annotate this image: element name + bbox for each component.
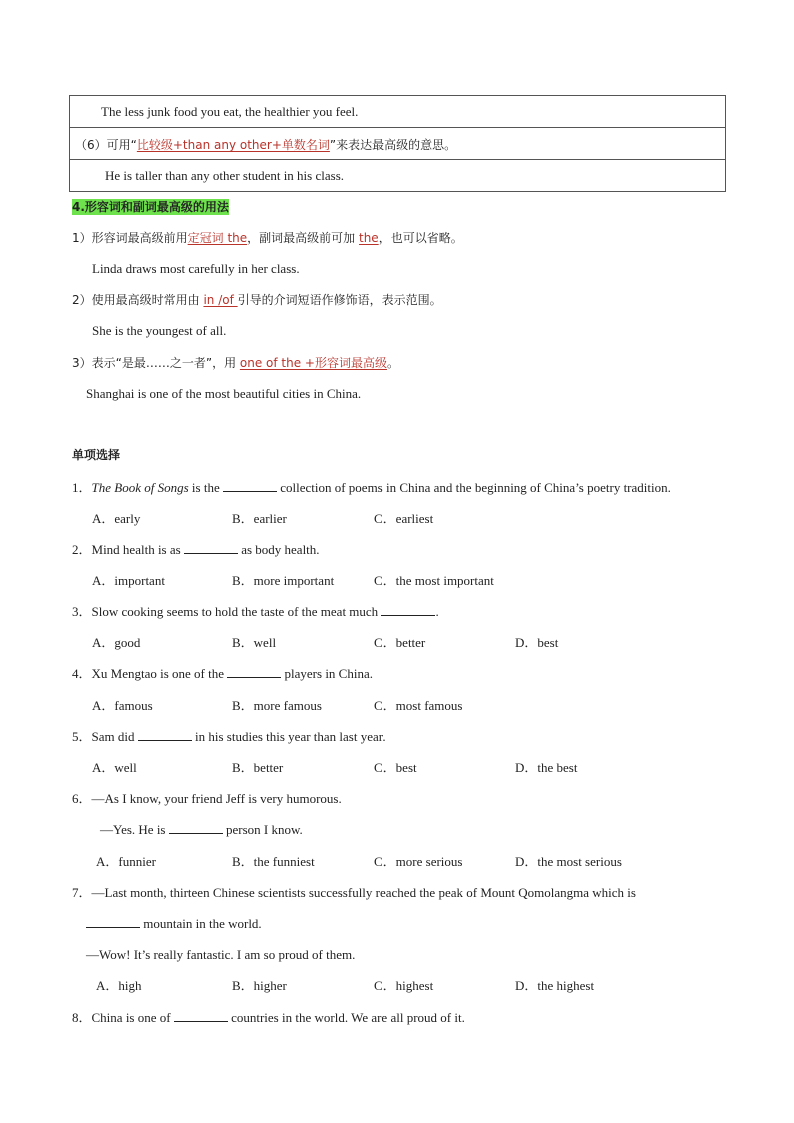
option-c[interactable]: C．best: [374, 760, 417, 775]
option-d[interactable]: D．best: [515, 635, 559, 650]
question-5: [72, 729, 386, 745]
option-a[interactable]: A．early: [92, 511, 141, 526]
question-number: 2．: [72, 542, 92, 557]
option-d[interactable]: D．the highest: [515, 978, 595, 993]
rule-text-post: ”来表达最高级的意思。: [329, 138, 457, 152]
option-d[interactable]: D．the best: [515, 760, 578, 775]
example-sentence: He is taller than any other student in his class.: [105, 168, 345, 183]
option-b[interactable]: B．more important: [232, 573, 335, 588]
rule-3: [72, 355, 399, 371]
section-heading: 4.形容词和副词最高级的用法: [72, 200, 229, 214]
question-text: —Last month, thirteen Chinese scientists successfully reached the peak of Mount Qomolangma which is: [91, 885, 636, 900]
example-sentence: Linda draws most carefully in her class.: [92, 261, 300, 276]
option-d[interactable]: D．the most serious: [515, 854, 622, 869]
answer-blank[interactable]: [174, 1010, 228, 1022]
option-c[interactable]: C．earliest: [374, 511, 434, 526]
question-text: Mind health is as: [91, 542, 184, 557]
book-title: The Book of Songs: [91, 480, 189, 495]
question-6-reply: [100, 822, 303, 838]
example-sentence: Shanghai is one of the most beautiful cities in China.: [86, 386, 362, 401]
rule-text-pre: （6）可用“: [75, 138, 137, 152]
rule-1-mid: ，副词最高级前可加: [247, 231, 359, 245]
question-text: Xu Mengtao is one of the: [91, 666, 228, 681]
option-c[interactable]: C．the most important: [374, 573, 494, 588]
option-b[interactable]: B．well: [232, 635, 277, 650]
question-1: [72, 480, 671, 496]
question-number: 7．: [72, 885, 92, 900]
question-text: in his studies this year than last year.: [191, 729, 386, 744]
table-row: [70, 160, 725, 191]
answer-blank[interactable]: [227, 666, 281, 678]
rule-3-keyword: one of the +形容词最高级: [239, 356, 387, 370]
table-row: [70, 96, 725, 128]
question-text: Slow cooking seems to hold the taste of the meat much: [91, 604, 382, 619]
question-7-reply: —Wow! It’s really fantastic. I am so proud of them.: [86, 947, 356, 962]
option-b[interactable]: B．better: [232, 760, 284, 775]
question-7-cont: [86, 916, 262, 932]
answer-blank[interactable]: [86, 916, 140, 928]
option-c[interactable]: C．most famous: [374, 698, 463, 713]
example-sentence: The less junk food you eat, the healthier you feel.: [101, 104, 359, 119]
question-text: collection of poems in China and the beginning of China’s poetry tradition.: [276, 480, 671, 495]
example-table: [69, 95, 726, 192]
question-text: mountain in the world.: [140, 916, 262, 931]
question-text: —As I know, your friend Jeff is very humorous.: [91, 791, 342, 806]
question-number: 1．: [72, 480, 92, 495]
question-number: 8．: [72, 1010, 92, 1025]
answer-blank[interactable]: [138, 729, 192, 741]
answer-blank[interactable]: [184, 542, 238, 554]
option-b[interactable]: B．higher: [232, 978, 287, 993]
rule-3-post: 。: [386, 356, 399, 370]
option-a[interactable]: A．well: [92, 760, 137, 775]
question-7: [72, 885, 636, 901]
question-text: is the: [188, 480, 223, 495]
option-b[interactable]: B．more famous: [232, 698, 322, 713]
rule-2: [72, 292, 442, 308]
option-c[interactable]: C．more serious: [374, 854, 463, 869]
question-text: —Yes. He is: [100, 822, 169, 837]
option-b[interactable]: B．the funniest: [232, 854, 315, 869]
table-row: [70, 128, 725, 160]
option-a[interactable]: A．famous: [92, 698, 153, 713]
question-text: players in China.: [281, 666, 373, 681]
option-a[interactable]: A．high: [96, 978, 142, 993]
rule-1-keyword: 定冠词 the: [187, 231, 248, 245]
option-c[interactable]: C．better: [374, 635, 426, 650]
question-text: Sam did: [91, 729, 138, 744]
question-3: [72, 604, 439, 620]
question-number: 6．: [72, 791, 92, 806]
question-4: [72, 666, 373, 682]
question-number: 3．: [72, 604, 92, 619]
question-text: .: [435, 604, 439, 619]
question-text: as body health.: [237, 542, 320, 557]
rule-text: [75, 136, 456, 153]
rule-2-pre: 2）使用最高级时常用由: [72, 293, 204, 307]
option-b[interactable]: B．earlier: [232, 511, 287, 526]
rule-2-post: 引导的介词短语作修饰语，表示范围。: [237, 293, 442, 307]
exercise-heading: 单项选择: [72, 448, 121, 462]
option-a[interactable]: A．important: [92, 573, 165, 588]
rule-1-pre: 1）形容词最高级前用: [72, 231, 188, 245]
question-6: [72, 791, 342, 807]
rule-1-post: ，也可以省略。: [378, 231, 463, 245]
option-a[interactable]: A．funnier: [96, 854, 156, 869]
rule-keyword: 比较级+than any other+单数名词: [136, 138, 330, 152]
rule-1: [72, 230, 463, 246]
answer-blank[interactable]: [381, 604, 435, 616]
rule-3-pre: 3）表示“是最……之一者”，用: [72, 356, 240, 370]
question-2: [72, 542, 320, 558]
answer-blank[interactable]: [223, 480, 277, 492]
question-8: [72, 1010, 465, 1026]
question-text: countries in the world. We are all proud of it.: [227, 1010, 465, 1025]
rule-1-keyword-2: the: [358, 231, 379, 245]
question-number: 4．: [72, 666, 92, 681]
example-sentence: She is the youngest of all.: [92, 323, 227, 338]
rule-2-keyword: in /of: [203, 293, 238, 307]
question-text: China is one of: [91, 1010, 174, 1025]
option-a[interactable]: A．good: [92, 635, 141, 650]
question-number: 5．: [72, 729, 92, 744]
question-text: person I know.: [222, 822, 303, 837]
answer-blank[interactable]: [169, 822, 223, 834]
option-c[interactable]: C．highest: [374, 978, 434, 993]
